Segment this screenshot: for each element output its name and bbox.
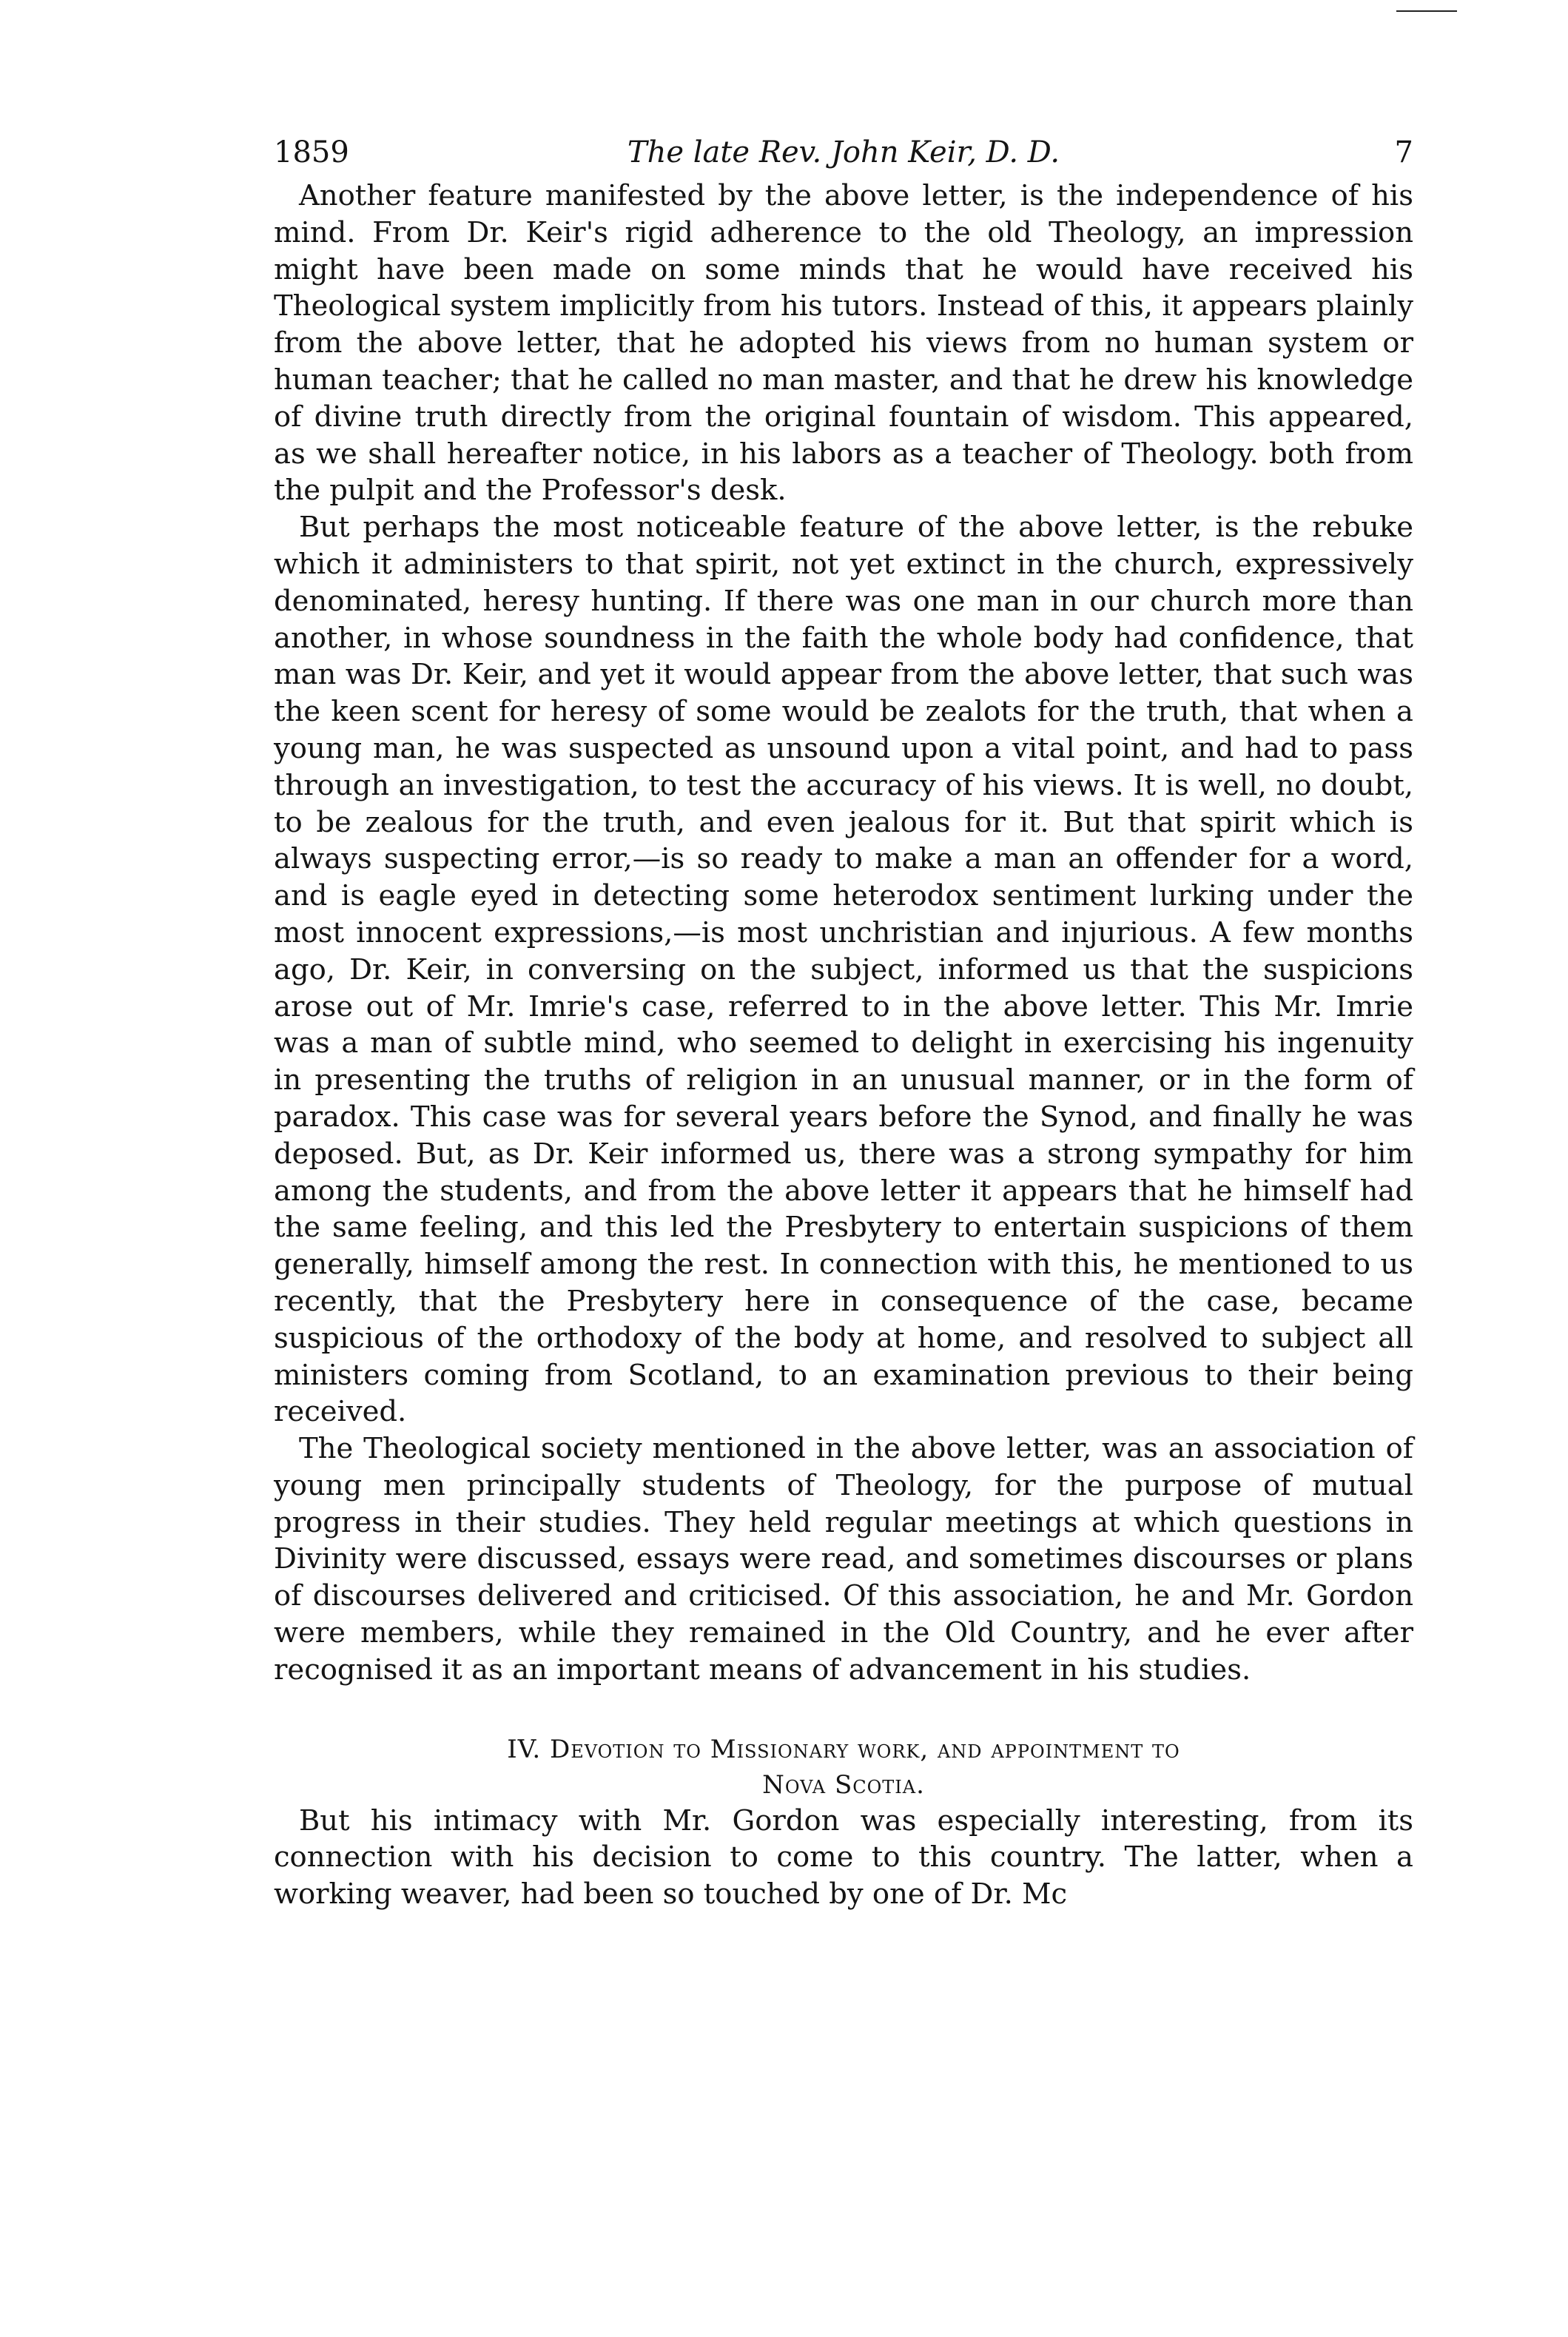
- paragraph: The Theological society mentioned in the above letter, was an association of young men principally students of Theology, for the purpose of mutual progress in their studies. They held regular meetings at which questions in Divinity were discussed, essays were read, and sometimes discourses or plans of discourses delivered and criticised. Of this association, he and Mr. Gordon were members, while they remained in the Old Country, and he ever after recognised it as an important means of advancement in his studies.: [274, 1432, 1413, 1687]
- top-rule: [1396, 10, 1457, 12]
- page-number: 7: [1394, 135, 1413, 169]
- section-heading-line: Nova Scotia.: [762, 1769, 925, 1800]
- document-page: [274, 130, 1413, 1913]
- section-heading-line: IV. Devotion to Missionary work, and appointment to: [507, 1734, 1180, 1764]
- header-year: 1859: [274, 135, 349, 169]
- header-title: The late Rev. John Keir, D. D.: [627, 135, 1060, 169]
- section-heading: [274, 1732, 1413, 1803]
- paragraph: But perhaps the most noticeable feature of the above letter, is the rebuke which it administers to that spirit, not yet extinct in the church, expressively denominated, heresy hunting. If there was one man in our church more than another, in whose soundness in the faith the whole body had confidence, that man was Dr. Keir, and yet it would appear from the above letter, that such was the keen scent for heresy of some would be zealots for the truth, that when a young man, he was suspected as unsound upon a vital point, and had to pass through an investigation, to test the accuracy of his views. It is well, no doubt, to be zealous for the truth, and even jealous for it. But that spirit which is always suspecting error,—is so ready to make a man an offender for a word, and is eagle eyed in detecting some heterodox sentiment lurking under the most innocent expressions,—is most unchristian and injurious. A few months ago, Dr. Keir, in conversing on the subject, informed us that the suspicions arose out of Mr. Imrie's case, referred to in the above letter. This Mr. Imrie was a man of subtle mind, who seemed to delight in exercising his ingenuity in presenting the truths of religion in an unusual manner, or in the form of paradox. This case was for several years before the Synod, and finally he was deposed. But, as Dr. Keir informed us, there was a strong sympathy for him among the students, and from the above letter it appears that he himself had the same feeling, and this led the Presbytery to entertain suspicions of them generally, himself among the rest. In connection with this, he mentioned to us recently, that the Presbytery here in consequence of the case, became suspicious of the orthodoxy of the body at home, and resolved to subject all ministers coming from Scotland, to an examination previous to their being received.: [274, 511, 1413, 1429]
- running-header: [274, 130, 1413, 175]
- paragraph: Another feature manifested by the above letter, is the independence of his mind. From Dr. Keir's rigid adherence to the old Theology, an impression might have been made on some minds that he would have received his Theological system implicitly from his tutors. Instead of this, it appears plainly from the above letter, that he adopted his views from no human system or human teacher; that he called no man master, and that he drew his knowledge of divine truth directly from the original fountain of wisdom. This appeared, as we shall hereafter notice, in his labors as a teacher of Theology. both from the pulpit and the Professor's desk.: [274, 179, 1413, 508]
- paragraph: But his intimacy with Mr. Gordon was especially interesting, from its connection with his decision to come to this country. The latter, when a working weaver, had been so touched by one of Dr. Mc: [274, 1803, 1413, 1911]
- body-text: [274, 178, 1413, 1913]
